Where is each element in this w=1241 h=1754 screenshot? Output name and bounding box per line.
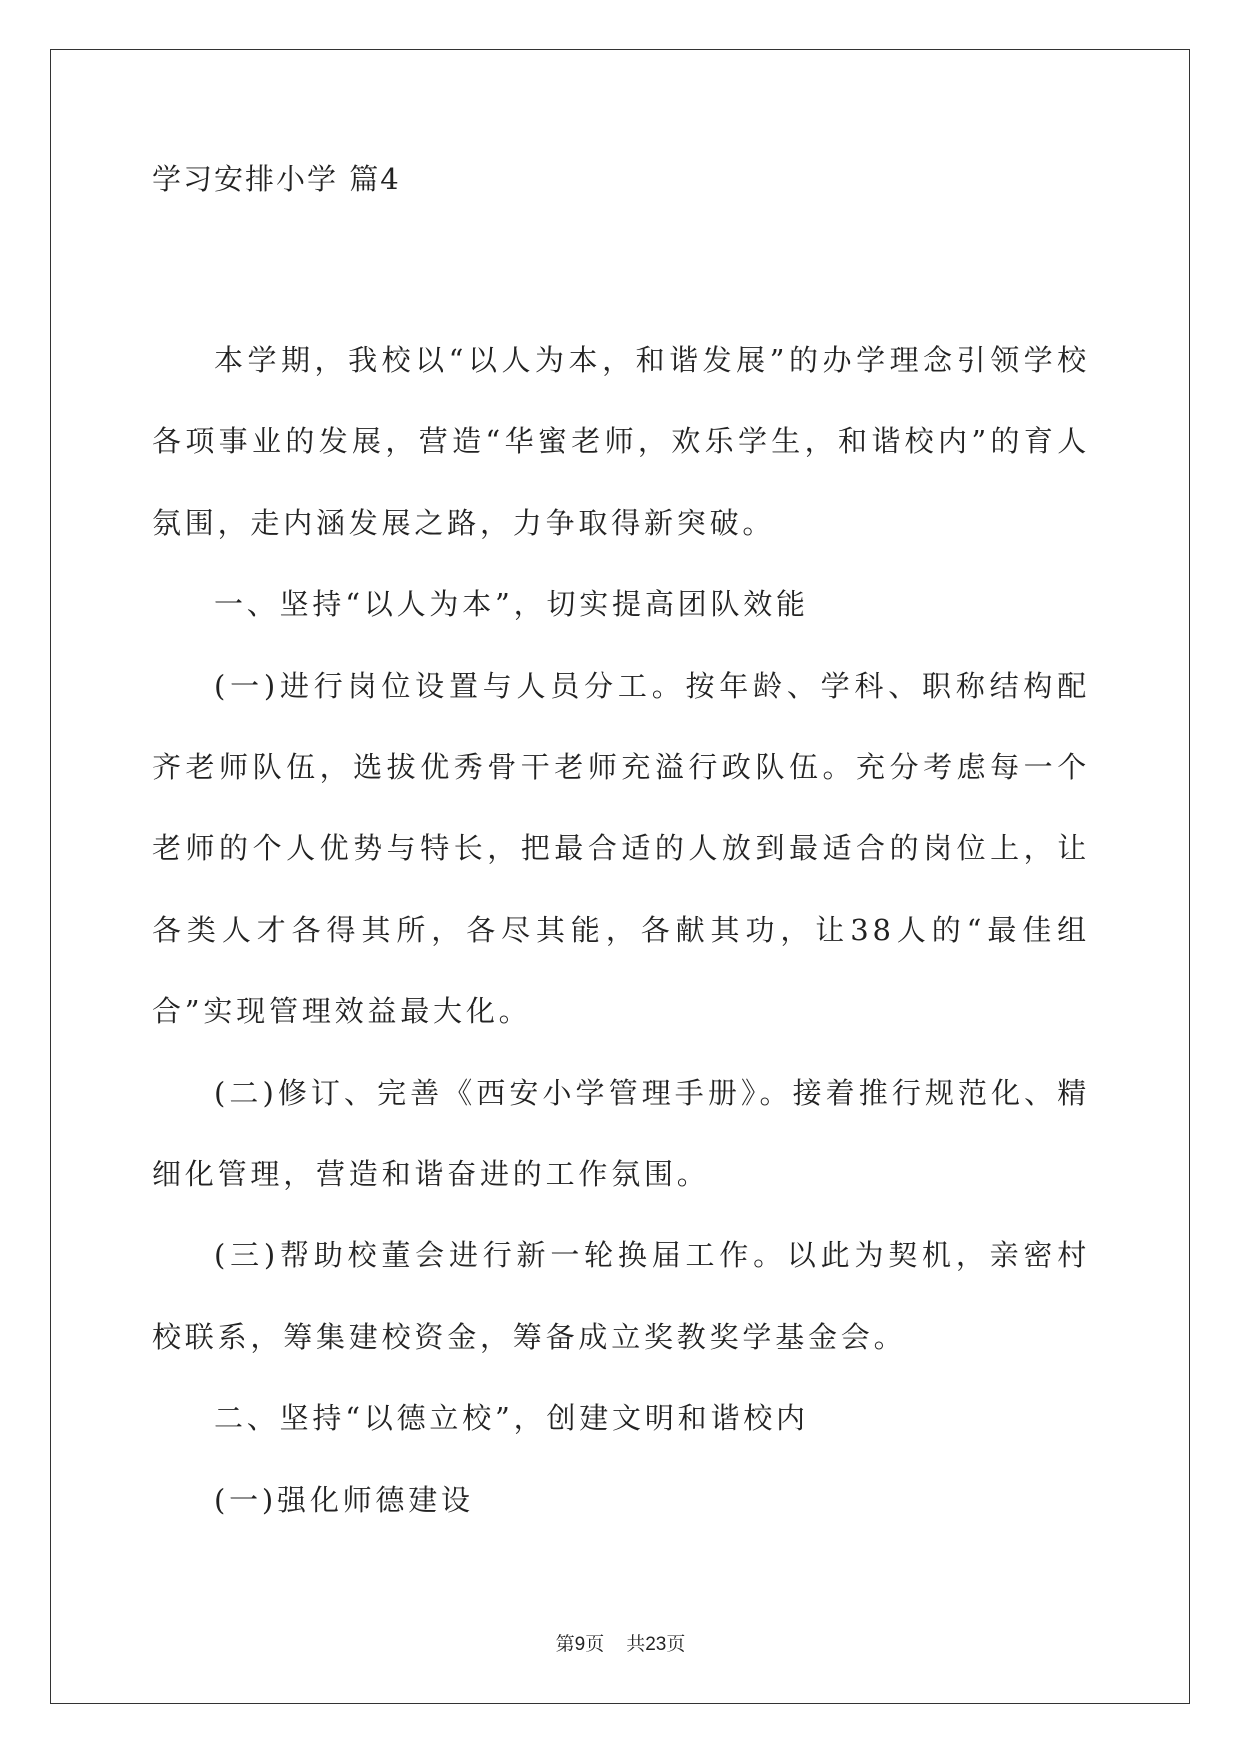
total-pages: 23 bbox=[645, 1634, 667, 1655]
total-suffix: 页 bbox=[666, 1634, 686, 1655]
paragraph-section-2-heading: 二、坚持“以德立校”，创建文明和谐校内 bbox=[214, 1401, 809, 1436]
page-number: 9 bbox=[574, 1634, 586, 1655]
paragraph-item-1-1: (一)进行岗位设置与人员分工。按年龄、学科、职称结构配齐老师队伍，选拔优秀骨干老师充溢行政队伍。充分考虑每一个老师的个人优势与特长，把最合适的人放到最适合的岗位上，让各类人才各得其所，各尽其能，各献其功，让38人的“最佳组合”实现管理效益最大化。 bbox=[152, 668, 1090, 1029]
page-footer bbox=[0, 1629, 1241, 1656]
total-prefix: 共 bbox=[626, 1634, 646, 1655]
paragraph-item-1-2: (二)修订、完善《西安小学管理手册》。接着推行规范化、精细化管理，营造和谐奋进的工作氛围。 bbox=[152, 1075, 1090, 1192]
paragraph-item-1-3: (三)帮助校董会进行新一轮换届工作。以此为契机，亲密村校联系，筹集建校资金，筹备成立奖教奖学基金会。 bbox=[152, 1238, 1090, 1354]
paragraph-item-2-1: (一)强化师德建设 bbox=[214, 1482, 474, 1517]
document-title: 学习安排小学 篇4 bbox=[152, 162, 401, 196]
page-prefix: 第 bbox=[555, 1634, 575, 1655]
page-suffix: 页 bbox=[585, 1634, 605, 1655]
document-body bbox=[152, 320, 1090, 1541]
paragraph-intro: 本学期，我校以“以人为本，和谐发展”的办学理念引领学校各项事业的发展，营造“华蜜老师，欢乐学生，和谐校内”的育人氛围，走内涵发展之路，力争取得新突破。 bbox=[152, 343, 1090, 540]
paragraph-section-1-heading: 一、坚持“以人为本”，切实提高团队效能 bbox=[214, 587, 809, 622]
